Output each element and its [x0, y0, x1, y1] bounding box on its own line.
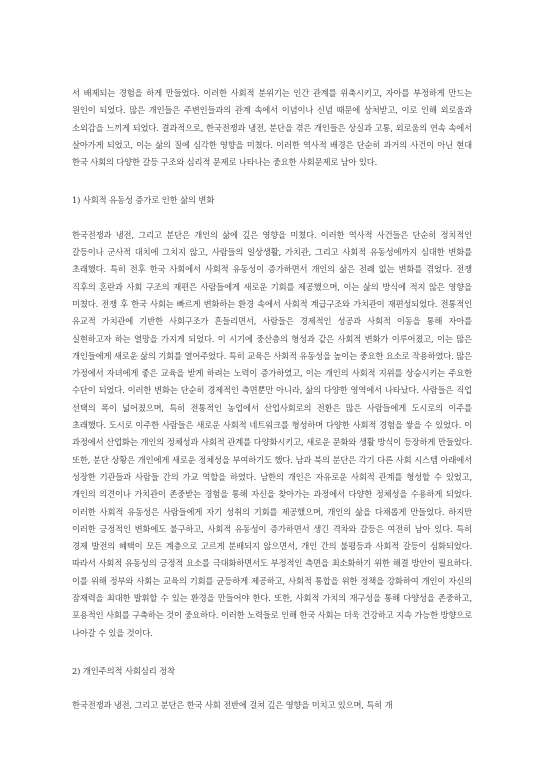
spacer — [72, 642, 472, 663]
spacer — [72, 680, 472, 697]
spacer — [72, 171, 472, 192]
document-page — [72, 85, 472, 715]
section-2-paragraph: 한국전쟁과 냉전, 그리고 분단은 한국 사회 전반에 걸쳐 깊은 영향을 미치고 있으며, 특히 개 — [72, 700, 393, 711]
section-1-heading: 1) 사회적 유동성 증가로 인한 삶의 변화 — [72, 195, 215, 206]
section-2-heading: 2) 개인주의적 사회심리 정착 — [72, 665, 175, 676]
spacer — [72, 210, 472, 227]
section-1-paragraph: 한국전쟁과 냉전, 그리고 분단은 개인의 삶에 깊은 영향을 미쳤다. 이러한 역사적 사건들은 단순히 정치적인 갈등이나 군사적 대치에 그치지 않고, 사람들의 일상생활, 가치관, 그리고 사회적 유동성에까지 심대한 변화를 초래했다. 특히 전후 한국 사회에서 사회적 유동성이 증가하면서 개인의 삶은 전례 없는 변화를 겪었다. 전쟁 직후의 혼란과 사회 구조의 재편은 사람들에게 새로운 기회를 제공했으며, 이는 삶의 방식에 적지 않은 영향을 미쳤다. 전쟁 후 한국 사회는 빠르게 변화하는 환경 속에서 사회적 계급구조와 가치관이 재편성되었다. 전통적인 유교적 가치관에 기반한 사회구조가 흔들리면서, 사람들은 경제적인 성공과 사회적 이동을 통해 자아를 실현하고자 하는 열망을 가지게 되었다. 이 시기에 중산층의 형성과 같은 사회적 변화가 이루어졌고, 이는 많은 개인들에게 새로운 삶의 기회를 열어주었다. 특히 교육은 사회적 유동성을 높이는 중요한 요소로 작용하였다. 많은 가정에서 자녀에게 좋은 교육을 받게 하려는 노력이 증가하였고, 이는 개인의 사회적 지위를 상승시키는 주요한 수단이 되었다. 이러한 변화는 단순히 경제적인 측면뿐만 아니라, 삶의 다양한 영역에서 나타났다. 사람들은 직업 선택의 폭이 넓어졌으며, 특히 전통적인 농업에서 산업사회로의 전환은 많은 사람들에게 도시로의 이주를 초래했다. 도시로 이주한 사람들은 새로운 사회적 네트워크를 형성하며 다양한 사회적 경험을 쌓을 수 있었다. 이 과정에서 산업화는 개인의 정체성과 사회적 관계를 다양화시키고, 새로운 문화와 생활 방식이 등장하게 만들었다. 또한, 분단 상황은 개인에게 새로운 정체성을 부여하기도 했다. 남과 북의 분단은 각기 다른 사회 시스템 아래에서 성장한 기관들과 사람들 간의 가교 역할을 하였다. 남한의 개인은 자유로운 사회적 관계를 형성할 수 있었고, 개인의 의견이나 가치관이 존중받는 경험을 통해 자신을 찾아가는 과정에서 다양한 정체성을 수용하게 되었다. 이러한 사회적 유동성은 사람들에게 자기 성취의 기회를 제공했으며, 개인의 삶을 다채롭게 만들었다. 하지만 이러한 긍정적인 변화에도 불구하고, 사회적 유동성이 증가하면서 생긴 격차와 갈등은 여전히 남아 있다. 특히 경제 발전의 혜택이 모든 계층으로 고르게 분배되지 않으면서, 개인 간의 불평등과 사회적 갈등이 심화되었다. 따라서 사회적 유동성의 긍정적 요소를 극대화하면서도 부정적인 측면을 최소화하기 위한 해결 방안이 필요하다. 이를 위해 정부와 사회는 교육의 기회를 균등하게 제공하고, 사회적 통합을 위한 정책을 강화하여 개인이 자신의 잠재력을 최대한 발휘할 수 있는 환경을 만들어야 한다. 또한, 사회적 가치의 재구성을 통해 다양성을 존중하고, 포용적인 사회를 구축하는 것이 중요하다. 이러한 노력들로 인해 한국 사회는 더욱 건강하고 지속 가능한 방향으로 나아갈 수 있을 것이다. — [72, 229, 472, 638]
intro-paragraph: 서 배제되는 경험을 하게 만들었다. 이러한 사회적 분위기는 인간 관계를 위축시키고, 자아를 부정하게 만드는 원인이 되었다. 많은 개인들은 주변인들과의 관계 속에서 이념이나 신념 때문에 상처받고, 이로 인해 외로움과 소외감을 느끼게 되었다. 결과적으로, 한국전쟁과 냉전, 분단을 겪은 개인들은 상실과 고통, 외로움의 연속 속에서 살아가게 되었고, 이는 삶의 질에 심각한 영향을 미쳤다. 이러한 역사적 배경은 단순히 과거의 사건이 아닌 현대 한국 사회의 다양한 갈등 구조와 심리적 문제로 나타나는 중요한 사회문제로 남아 있다. — [72, 88, 472, 168]
